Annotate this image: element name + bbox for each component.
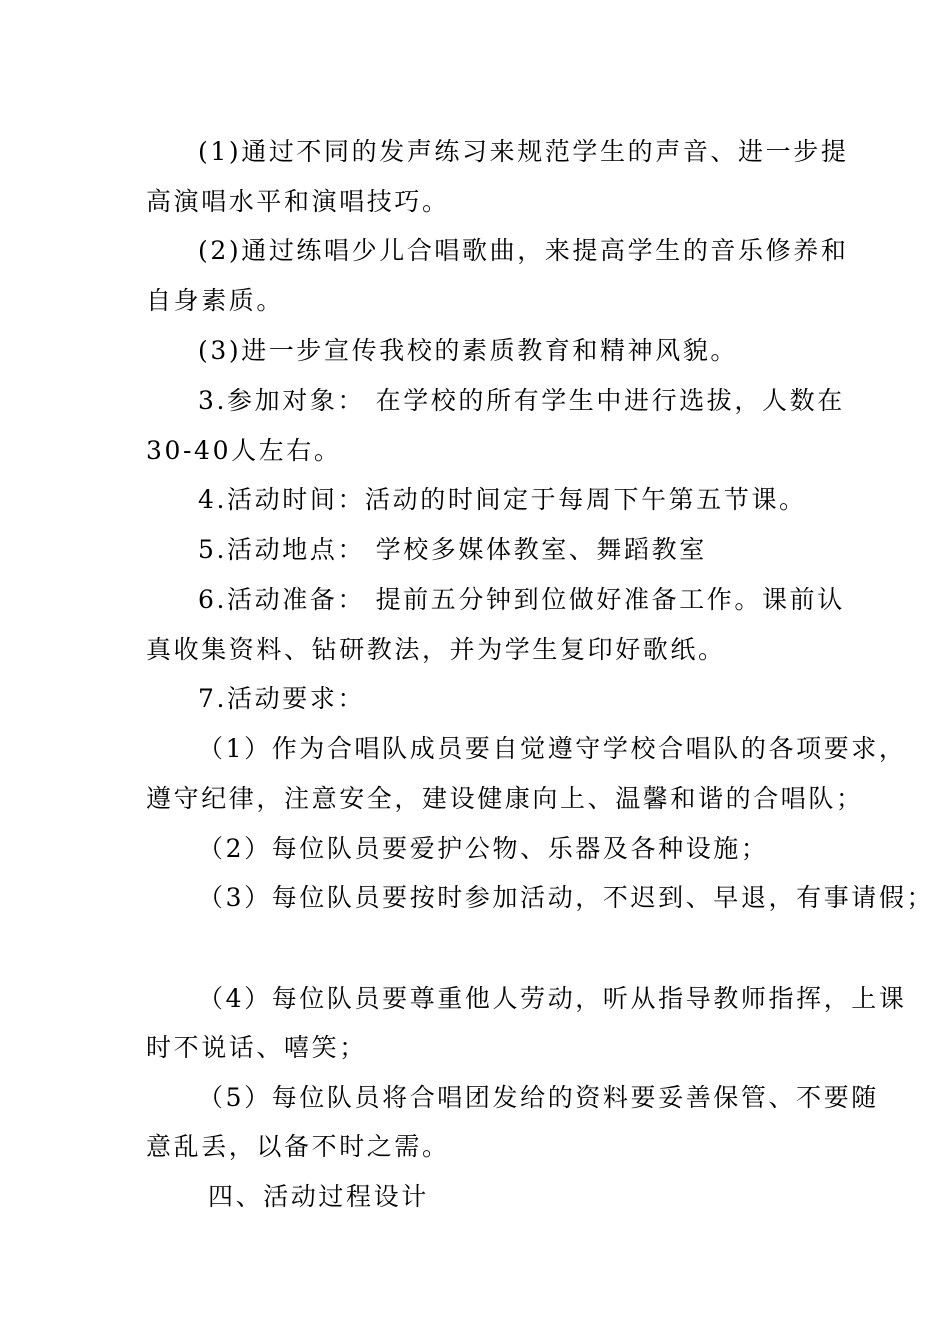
text-line: 意乱丢，以备不时之需。: [146, 1132, 450, 1161]
text-line: 遵守纪律，注意安全，建设健康向上、温馨和谐的合唱队；: [146, 784, 864, 813]
text-line: 5.活动地点： 学校多媒体教室、舞蹈教室: [198, 535, 707, 564]
text-line: 4.活动时间：活动的时间定于每周下午第五节课。: [198, 485, 807, 514]
text-line: （4）每位队员要尊重他人劳动，听从指导教师指挥，上课: [198, 984, 907, 1013]
text-line: （1）作为合唱队成员要自觉遵守学校合唱队的各项要求，: [198, 734, 907, 763]
text-line: 6.活动准备： 提前五分钟到位做好准备工作。课前认: [198, 585, 845, 614]
text-line: （3）每位队员要按时参加活动，不迟到、早退，有事请假；: [198, 883, 935, 912]
text-line: （5）每位队员将合唱团发给的资料要妥善保管、不要随: [198, 1083, 879, 1112]
text-line: 7.活动要求：: [198, 684, 366, 713]
section-heading: 四、活动过程设计: [208, 1182, 429, 1211]
text-line: (2)通过练唱少儿合唱歌曲，来提高学生的音乐修养和: [198, 236, 849, 265]
text-line: 自身素质。: [146, 286, 285, 315]
text-line: 高演唱水平和演唱技巧。: [146, 187, 450, 216]
text-line: 30-40人左右。: [146, 436, 342, 465]
text-line: (1)通过不同的发声练习来规范学生的声音、进一步提: [198, 137, 849, 166]
text-line: 真收集资料、钻研教法，并为学生复印好歌纸。: [146, 635, 726, 664]
text-line: 3.参加对象： 在学校的所有学生中进行选拔，人数在: [198, 386, 845, 415]
text-line: （2）每位队员要爱护公物、乐器及各种设施；: [198, 834, 769, 863]
text-line: (3)进一步宣传我校的素质教育和精神风貌。: [198, 336, 739, 365]
text-line: 时不说话、嘻笑；: [146, 1033, 367, 1062]
